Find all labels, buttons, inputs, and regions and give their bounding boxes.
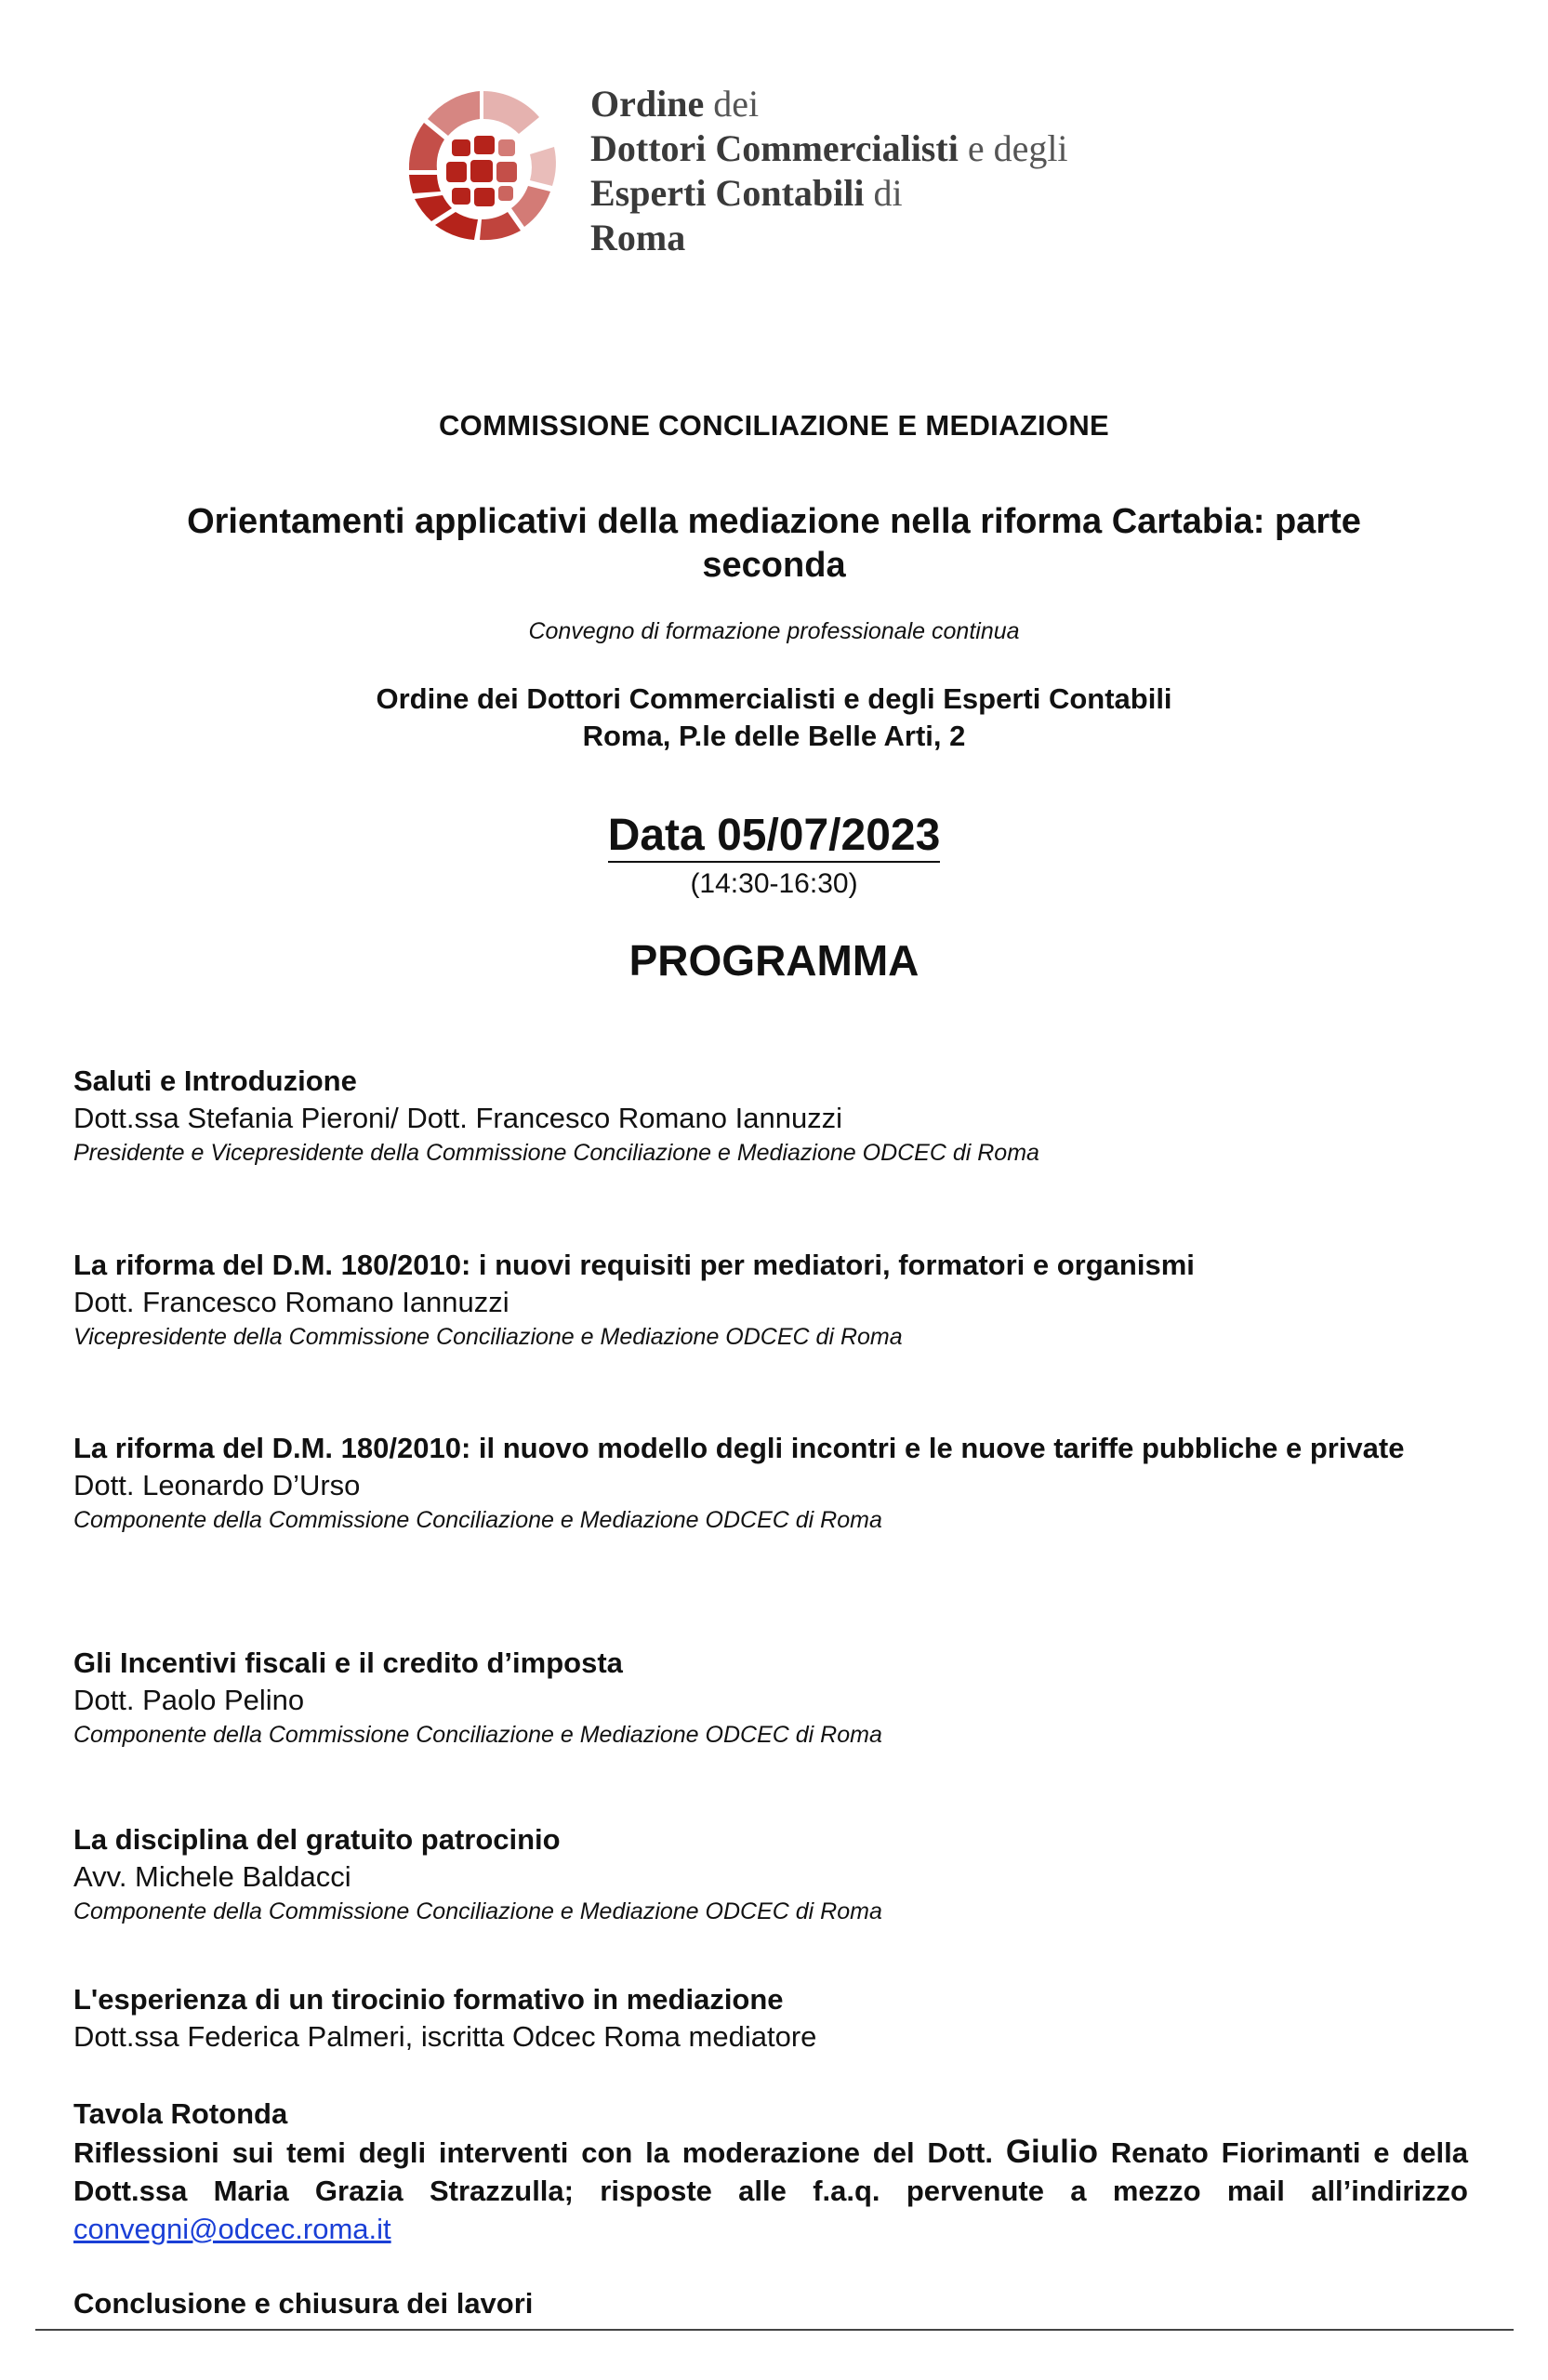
program-item-title: Saluti e Introduzione (73, 1064, 357, 1097)
date-block (0, 811, 1548, 863)
commission-heading: COMMISSIONE CONCILIAZIONE E MEDIAZIONE (439, 409, 1109, 442)
odcec-logo (400, 82, 1181, 258)
program-item-title: L'esperienza di un tirocinio formativo in mediazione (73, 1983, 784, 2016)
program-item-title: La riforma del D.M. 180/2010: il nuovo modello degli incontri e le nuove tariffe pubbliche e private (73, 1432, 1405, 1464)
program-item-role: Presidente e Vicepresidente della Commissione Conciliazione e Mediazione ODCEC di Roma (73, 1140, 1039, 1166)
round-table (73, 2095, 1468, 2248)
globe-logo-icon (400, 82, 567, 249)
program-item-role: Componente della Commissione Conciliazione e Mediazione ODCEC di Roma (73, 1507, 882, 1533)
program-item-speaker: Avv. Michele Baldacci (73, 1860, 351, 1893)
logo-text: Ordine dei Dottori Commercialisti e degli Esperti Contabili di Roma (590, 83, 1068, 258)
venue (0, 681, 1548, 755)
program-heading: PROGRAMMA (628, 936, 920, 985)
event-title: Orientamenti applicativi della mediazione nella riforma Cartabia: parte seconda (187, 502, 1361, 585)
program-item-speaker: Dott. Paolo Pelino (73, 1684, 305, 1716)
round-table-text: Riflessioni sui temi degli interventi con la moderazione del Dott. Giulio Renato Fiorimanti e della Dott.ssa Maria Grazia Strazzulla; risposte alle f.a.q. pervenute a mezzo mail all’indirizzo convegni@odcec.roma.it (73, 2134, 1468, 2245)
program-item-speaker: Dott. Francesco Romano Iannuzzi (73, 1286, 509, 1318)
event-date: Data 05/07/2023 (608, 811, 941, 863)
program-item (73, 1246, 1468, 1353)
program-item (73, 1820, 1468, 1927)
program-item-role: Vicepresidente della Commissione Conciliazione e Mediazione ODCEC di Roma (73, 1324, 903, 1350)
program-item-speaker: Dott.ssa Federica Palmeri, iscritta Odcec Roma mediatore (73, 2020, 817, 2053)
program-item-speaker: Dott.ssa Stefania Pieroni/ Dott. Francesco Romano Iannuzzi (73, 1102, 843, 1134)
event-time: (14:30-16:30) (690, 868, 858, 899)
closing-text: Conclusione e chiusura dei lavori (73, 2287, 534, 2320)
venue-line-2: Roma, P.le delle Belle Arti, 2 (582, 720, 966, 752)
program-item-role: Componente della Commissione Conciliazione e Mediazione ODCEC di Roma (73, 1722, 882, 1748)
program-item-title: La disciplina del gratuito patrocinio (73, 1823, 561, 1856)
venue-line-1: Ordine dei Dottori Commercialisti e degli Esperti Contabili (376, 682, 1172, 715)
bottom-divider (35, 2329, 1514, 2331)
event-subtitle: Convegno di formazione professionale continua (528, 618, 1020, 644)
program-item (73, 1429, 1468, 1536)
program-item-title: Gli Incentivi fiscali e il credito d’imposta (73, 1646, 623, 1679)
program-item-speaker: Dott. Leonardo D’Urso (73, 1469, 361, 1501)
program-item (73, 1980, 1468, 2056)
email-link[interactable]: convegni@odcec.roma.it (73, 2213, 391, 2245)
program-item (73, 1062, 1468, 1169)
program-item-title: La riforma del D.M. 180/2010: i nuovi requisiti per mediatori, formatori e organismi (73, 1249, 1195, 1281)
program-item-role: Componente della Commissione Conciliazione e Mediazione ODCEC di Roma (73, 1898, 882, 1924)
program-item (73, 1644, 1468, 1751)
round-table-title: Tavola Rotonda (73, 2097, 288, 2130)
